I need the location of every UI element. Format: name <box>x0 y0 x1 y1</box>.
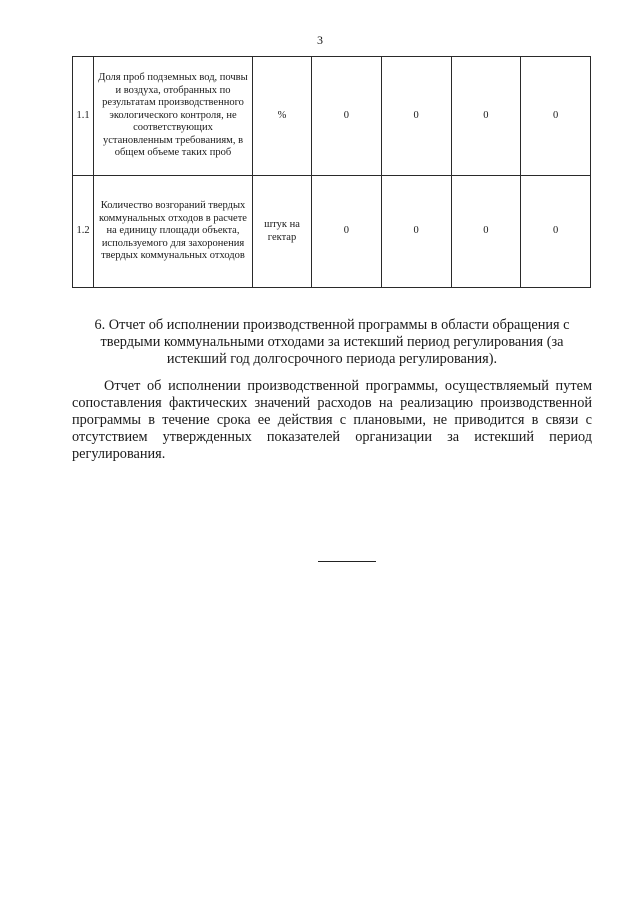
unit-cell: штук на гектар <box>253 176 312 288</box>
value-cell: 0 <box>451 57 521 176</box>
value-cell: 0 <box>521 57 591 176</box>
value-cell: 0 <box>381 176 451 288</box>
end-divider <box>318 561 376 562</box>
value-cell: 0 <box>521 176 591 288</box>
indicator-name: Доля проб подземных вод, почвы и воздуха, отобранных по результатам производственного экологического контроля, не соответствующих установленным требованиям, в общем объеме таких проб <box>94 57 253 176</box>
value-cell: 0 <box>312 176 382 288</box>
value-cell: 0 <box>451 176 521 288</box>
table-row <box>73 57 591 176</box>
value-cell: 0 <box>381 57 451 176</box>
value-cell: 0 <box>312 57 382 176</box>
section-paragraph: Отчет об исполнении производственной программы, осуществляемый путем сопоставления фактических значений расходов на реализацию производственной программы в течение срока ее действия с плановыми, не приводится в связи с отсутствием утвержденных показателей организации за истекший период регулирования. <box>72 378 592 462</box>
unit-cell: % <box>253 57 312 176</box>
indicators-table <box>72 56 591 288</box>
section-heading: 6. Отчет об исполнении производственной программы в области обращения с твердыми коммунальными отходами за истекший период регулирования (за истекший год долгосрочного периода регулирования). <box>94 317 570 367</box>
indicator-name: Количество возгораний твердых коммунальных отходов в расчете на единицу площади объекта, используемого для захоронения твердых коммунальных отходов <box>94 176 253 288</box>
row-number: 1.1 <box>73 57 94 176</box>
page-number: 3 <box>317 33 323 47</box>
table-row <box>73 176 591 288</box>
row-number: 1.2 <box>73 176 94 288</box>
